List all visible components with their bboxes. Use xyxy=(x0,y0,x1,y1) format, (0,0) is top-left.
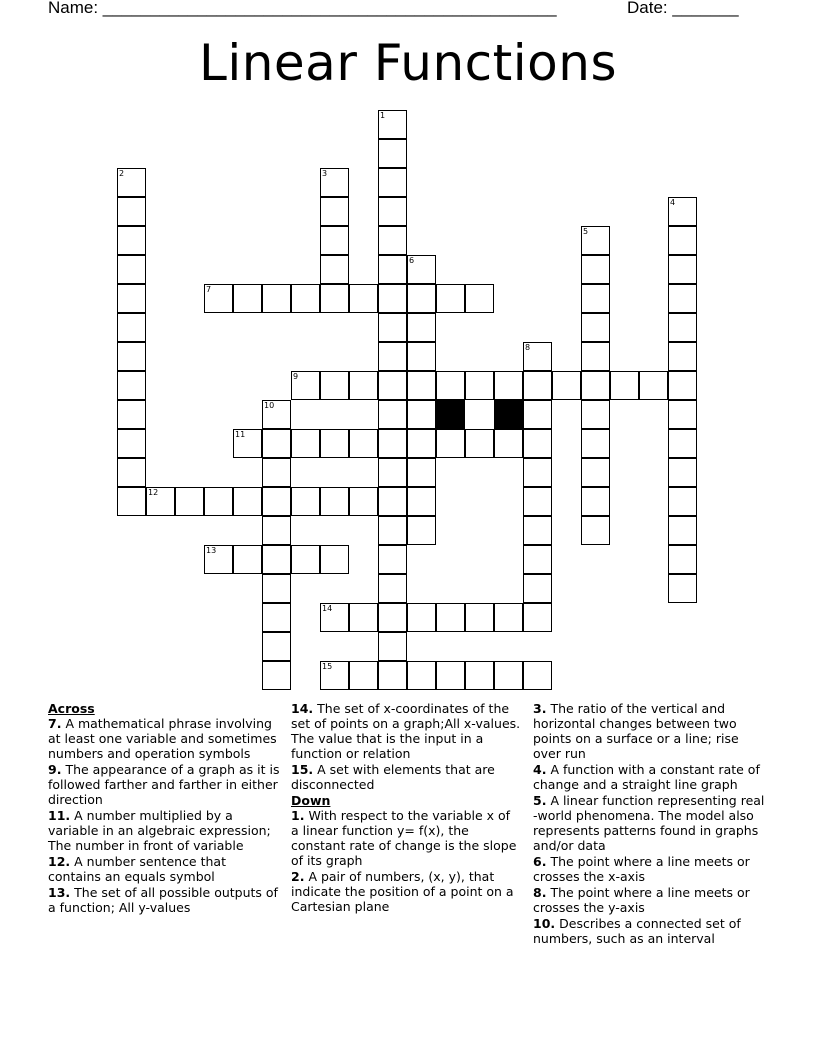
crossword-cell[interactable] xyxy=(523,371,552,400)
crossword-cell[interactable] xyxy=(436,284,465,313)
crossword-cell[interactable] xyxy=(378,110,407,139)
crossword-cell[interactable] xyxy=(668,342,697,371)
crossword-cell[interactable] xyxy=(668,545,697,574)
crossword-cell[interactable] xyxy=(262,661,291,690)
crossword-cell[interactable] xyxy=(436,603,465,632)
page-title: Linear Functions xyxy=(198,34,617,92)
clue-number-label: 5 xyxy=(583,227,589,236)
crossword-cell[interactable] xyxy=(407,371,436,400)
clue-number-label: 3 xyxy=(322,169,328,178)
clue-number-label: 7 xyxy=(206,285,212,294)
crossword-cell[interactable] xyxy=(668,226,697,255)
clue-down-1: 1. With respect to the variable x of a linear function y= f(x), the constant rate of change is the slope of its graph xyxy=(291,808,517,868)
clue-across-9: 9. The appearance of a graph as it is followed farther and farther in either direction xyxy=(48,762,280,807)
crossword-cell[interactable] xyxy=(668,487,697,516)
crossword-cell[interactable] xyxy=(378,429,407,458)
clue-number-label: 8 xyxy=(525,343,531,352)
crossword-cell[interactable] xyxy=(610,371,639,400)
crossword-cell[interactable] xyxy=(378,284,407,313)
crossword-cell[interactable] xyxy=(378,632,407,661)
clue-number-label: 10 xyxy=(264,401,275,410)
crossword-cell[interactable] xyxy=(581,255,610,284)
crossword-cell[interactable] xyxy=(523,487,552,516)
crossword-cell[interactable] xyxy=(581,516,610,545)
crossword-cell[interactable] xyxy=(320,255,349,284)
crossword-cell[interactable] xyxy=(378,255,407,284)
crossword-cell[interactable] xyxy=(668,284,697,313)
crossword-cell[interactable] xyxy=(581,429,610,458)
crossword-cell[interactable] xyxy=(407,429,436,458)
crossword-cell[interactable] xyxy=(378,342,407,371)
crossword-cell[interactable] xyxy=(117,255,146,284)
crossword-cell[interactable] xyxy=(465,429,494,458)
clue-number-label: 13 xyxy=(206,546,217,555)
crossword-cell[interactable] xyxy=(320,284,349,313)
crossword-cell[interactable] xyxy=(291,429,320,458)
clue-across-12: 12. A number sentence that contains an equals symbol xyxy=(48,854,226,884)
crossword-cell[interactable] xyxy=(262,603,291,632)
crossword-cell[interactable] xyxy=(581,313,610,342)
crossword-cell[interactable] xyxy=(320,197,349,226)
crossword-cell[interactable] xyxy=(262,516,291,545)
clues-column-1 xyxy=(48,701,282,916)
clue-down-4: 4. A function with a constant rate of change and a straight line graph xyxy=(533,762,760,792)
crossword-cell[interactable] xyxy=(407,255,436,284)
clue-across-7: 7. A mathematical phrase involving at least one variable and sometimes numbers and operation symbols xyxy=(48,716,277,761)
crossword-cell[interactable] xyxy=(262,429,291,458)
crossword-cell[interactable] xyxy=(668,574,697,603)
crossword-cell[interactable] xyxy=(668,313,697,342)
crossword-cell[interactable] xyxy=(465,371,494,400)
crossword-cell[interactable] xyxy=(378,661,407,690)
crossword-cell[interactable] xyxy=(668,197,697,226)
crossword-cell[interactable] xyxy=(349,603,378,632)
down-heading: Down xyxy=(291,793,331,808)
crossword-cell[interactable] xyxy=(320,661,349,690)
clue-down-8: 8. The point where a line meets or crosses the y-axis xyxy=(533,885,750,915)
clue-number-label: 4 xyxy=(670,198,676,207)
crossword-cell[interactable] xyxy=(668,458,697,487)
crossword-cell[interactable] xyxy=(523,458,552,487)
crossword-cell[interactable] xyxy=(262,487,291,516)
crossword-cell[interactable] xyxy=(668,400,697,429)
clues-column-3 xyxy=(533,701,769,947)
crossword-cell[interactable] xyxy=(465,284,494,313)
crossword-cell[interactable] xyxy=(436,661,465,690)
crossword-cell[interactable] xyxy=(465,661,494,690)
crossword-cell[interactable] xyxy=(552,371,581,400)
crossword-cell[interactable] xyxy=(436,371,465,400)
crossword-cell[interactable] xyxy=(378,226,407,255)
crossword-cell[interactable] xyxy=(407,284,436,313)
crossword-cell[interactable] xyxy=(378,603,407,632)
crossword-cell[interactable] xyxy=(262,458,291,487)
crossword-cell[interactable] xyxy=(378,400,407,429)
crossword-cell[interactable] xyxy=(523,342,552,371)
crossword-cell[interactable] xyxy=(204,487,233,516)
crossword-cell[interactable] xyxy=(117,168,146,197)
crossword-cell[interactable] xyxy=(233,429,262,458)
crossword-cell[interactable] xyxy=(291,487,320,516)
crossword-cell[interactable] xyxy=(378,574,407,603)
name-field-label: Name: ________________________________________________ xyxy=(48,0,557,17)
crossword-cell[interactable] xyxy=(668,255,697,284)
crossword-cell[interactable] xyxy=(262,545,291,574)
crossword-cell[interactable] xyxy=(117,487,146,516)
crossword-cell[interactable] xyxy=(349,487,378,516)
crossword-cell[interactable] xyxy=(523,400,552,429)
crossword-cell[interactable] xyxy=(262,574,291,603)
crossword-cell[interactable] xyxy=(320,226,349,255)
crossword-cell[interactable] xyxy=(378,168,407,197)
crossword-cell[interactable] xyxy=(523,516,552,545)
clue-across-13: 13. The set of all possible outputs of a function; All y-values xyxy=(48,885,278,915)
crossword-cell[interactable] xyxy=(407,313,436,342)
crossword-cell[interactable] xyxy=(320,168,349,197)
crossword-cell[interactable] xyxy=(494,603,523,632)
crossword-cell[interactable] xyxy=(523,661,552,690)
clue-number-label: 6 xyxy=(409,256,415,265)
crossword-cell[interactable] xyxy=(581,284,610,313)
crossword-cell[interactable] xyxy=(581,371,610,400)
clue-down-2: 2. A pair of numbers, (x, y), that indicate the position of a point on a Cartesian plane xyxy=(291,869,514,914)
crossword-cell[interactable] xyxy=(581,487,610,516)
crossword-cell[interactable] xyxy=(668,371,697,400)
blocked-cell xyxy=(494,400,523,429)
crossword-cell[interactable] xyxy=(320,429,349,458)
crossword-cell[interactable] xyxy=(349,661,378,690)
crossword-cell[interactable] xyxy=(581,226,610,255)
crossword-cell[interactable] xyxy=(291,545,320,574)
crossword-cell[interactable] xyxy=(378,371,407,400)
crossword-cell[interactable] xyxy=(407,400,436,429)
crossword-cell[interactable] xyxy=(349,284,378,313)
crossword-cell[interactable] xyxy=(436,429,465,458)
crossword-cell[interactable] xyxy=(117,197,146,226)
crossword-cell[interactable] xyxy=(349,371,378,400)
crossword-cell[interactable] xyxy=(378,545,407,574)
clue-down-5: 5. A linear function representing real -world phenomena. The model also represents patterns found in graphs and/or data xyxy=(533,793,765,853)
crossword-cell[interactable] xyxy=(378,516,407,545)
clue-number-label: 12 xyxy=(148,488,159,497)
clue-number-label: 2 xyxy=(119,169,125,178)
crossword-cell[interactable] xyxy=(378,487,407,516)
crossword-cell[interactable] xyxy=(204,284,233,313)
clue-number-label: 1 xyxy=(380,111,386,120)
crossword-cell[interactable] xyxy=(494,371,523,400)
crossword-cell[interactable] xyxy=(175,487,204,516)
crossword-cell[interactable] xyxy=(523,603,552,632)
crossword-cell[interactable] xyxy=(523,429,552,458)
crossword-cell[interactable] xyxy=(668,429,697,458)
crossword-cell[interactable] xyxy=(320,487,349,516)
blocked-cell xyxy=(436,400,465,429)
crossword-cell[interactable] xyxy=(233,545,262,574)
crossword-cell[interactable] xyxy=(407,603,436,632)
crossword-cell[interactable] xyxy=(117,313,146,342)
clue-down-3: 3. The ratio of the vertical and horizontal changes between two points on a surface or a line; rise over run xyxy=(533,701,739,761)
crossword-cell[interactable] xyxy=(523,574,552,603)
crossword-cell[interactable] xyxy=(581,400,610,429)
crossword-cell[interactable] xyxy=(407,487,436,516)
clue-across-15: 15. A set with elements that are disconnected xyxy=(291,762,495,792)
crossword-cell[interactable] xyxy=(407,516,436,545)
clue-number-label: 14 xyxy=(322,604,333,613)
crossword-cell[interactable] xyxy=(407,342,436,371)
crossword-cell[interactable] xyxy=(320,545,349,574)
crossword-cell[interactable] xyxy=(378,313,407,342)
crossword-cell[interactable] xyxy=(378,139,407,168)
crossword-cell[interactable] xyxy=(291,284,320,313)
crossword-cell[interactable] xyxy=(146,487,175,516)
crossword-cell[interactable] xyxy=(233,284,262,313)
clue-across-14: 14. The set of x-coordinates of the set of points on a graph;All x-values. The value that is the input in a function or relation xyxy=(291,701,521,761)
crossword-cell[interactable] xyxy=(523,545,552,574)
crossword-cell[interactable] xyxy=(581,458,610,487)
crossword-cell[interactable] xyxy=(291,371,320,400)
clue-number-label: 9 xyxy=(293,372,299,381)
crossword-cell[interactable] xyxy=(407,661,436,690)
crossword-cell[interactable] xyxy=(117,429,146,458)
crossword-cell[interactable] xyxy=(117,342,146,371)
crossword-cell[interactable] xyxy=(320,603,349,632)
crossword-cell[interactable] xyxy=(581,342,610,371)
crossword-cell[interactable] xyxy=(639,371,668,400)
crossword-cell[interactable] xyxy=(117,226,146,255)
crossword-cell[interactable] xyxy=(117,284,146,313)
crossword-cell[interactable] xyxy=(117,458,146,487)
crossword-cell[interactable] xyxy=(117,371,146,400)
clue-number-label: 15 xyxy=(322,662,333,671)
crossword-cell[interactable] xyxy=(204,545,233,574)
crossword-cell[interactable] xyxy=(262,284,291,313)
crossword-cell[interactable] xyxy=(494,661,523,690)
crossword-cell[interactable] xyxy=(320,371,349,400)
crossword-cell[interactable] xyxy=(378,197,407,226)
date-field-label: Date: _______ xyxy=(627,0,739,17)
crossword-cell[interactable] xyxy=(378,458,407,487)
clue-down-6: 6. The point where a line meets or crosses the x-axis xyxy=(533,854,750,884)
crossword-cell[interactable] xyxy=(262,632,291,661)
clue-number-label: 11 xyxy=(235,430,246,439)
crossword-cell[interactable] xyxy=(407,458,436,487)
crossword-cell[interactable] xyxy=(262,400,291,429)
clue-down-10: 10. Describes a connected set of numbers, such as an interval xyxy=(533,916,741,946)
crossword-cell[interactable] xyxy=(349,429,378,458)
across-heading: Across xyxy=(48,701,95,716)
crossword-cell[interactable] xyxy=(117,400,146,429)
crossword-cell[interactable] xyxy=(465,603,494,632)
crossword-cell[interactable] xyxy=(233,487,262,516)
clue-across-11: 11. A number multiplied by a variable in an algebraic expression; The number in front of variable xyxy=(48,808,271,853)
crossword-cell[interactable] xyxy=(494,429,523,458)
crossword-cell[interactable] xyxy=(668,516,697,545)
clues-column-2 xyxy=(291,701,521,915)
